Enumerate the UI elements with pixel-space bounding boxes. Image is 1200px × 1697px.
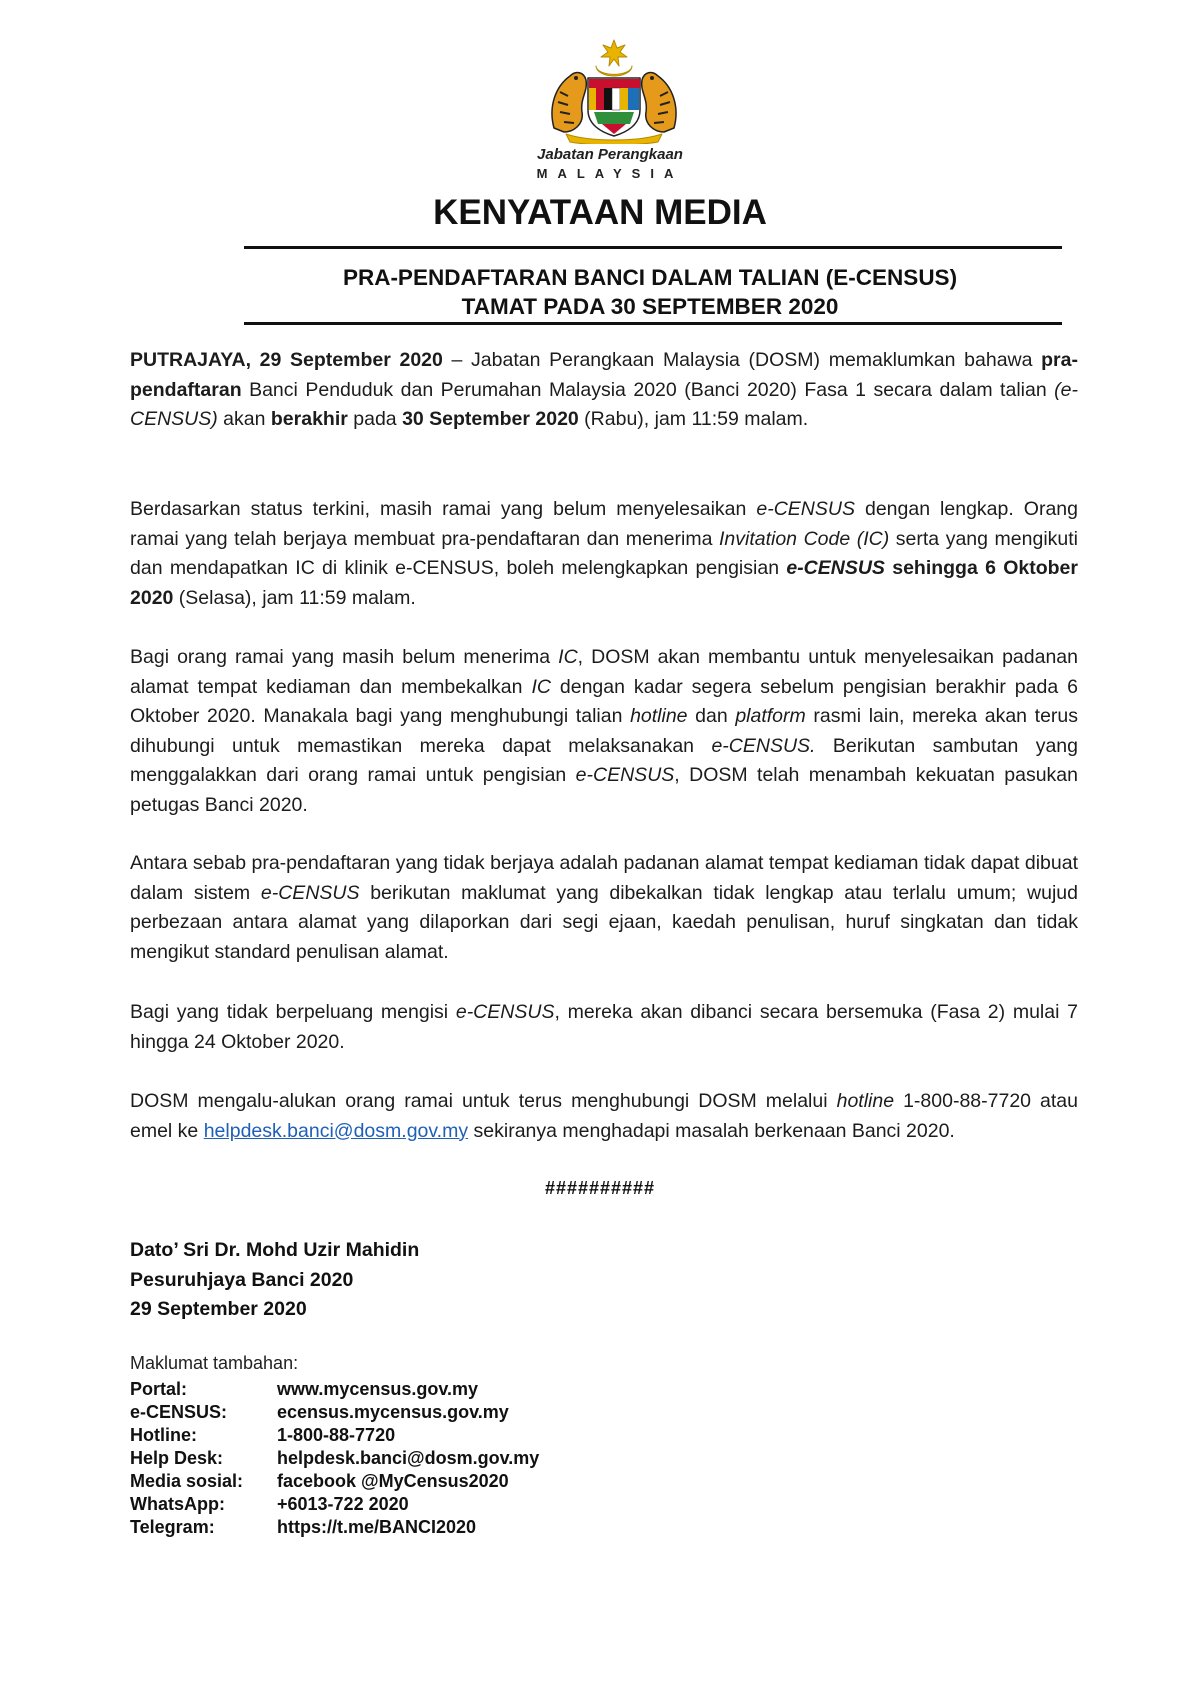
paragraph-status xyxy=(130,495,1078,613)
text-run: Invitation Code (IC) xyxy=(718,527,890,550)
text-run: Antara sebab pra-pendaftaran yang tidak berjaya adalah padanan alamat tempat kediaman tidak dapat dibuat dalam sistem xyxy=(130,852,1078,904)
signature-date: 29 September 2020 xyxy=(130,1298,307,1320)
info-label: Hotline: xyxy=(130,1425,197,1445)
text-run: sehingga 6 Oktober 2020 xyxy=(130,557,1078,609)
info-heading: Maklumat tambahan: xyxy=(130,1353,299,1373)
paragraph-assistance xyxy=(130,643,1078,820)
text-run: akan xyxy=(217,408,271,430)
info-label: Media sosial: xyxy=(130,1471,244,1491)
info-label: e-CENSUS: xyxy=(130,1402,228,1422)
text-run: dengan lengkap. Orang ramai yang telah berjaya membuat pra-pendaftaran dan menerima xyxy=(130,498,1078,550)
info-label: Portal: xyxy=(130,1379,188,1399)
text-run: dan xyxy=(687,705,736,727)
end-separator: ########## xyxy=(544,1178,656,1198)
text-run: Berdasarkan status terkini, masih ramai yang belum menyelesaikan xyxy=(130,498,757,520)
text-run: – Jabatan Perangkaan Malaysia (DOSM) memaklumkan bahawa xyxy=(442,349,1042,371)
text-run: PUTRAJAYA, 29 September 2020 xyxy=(130,349,443,371)
text-run: platform xyxy=(735,705,806,727)
text-run: e-CENSUS. xyxy=(711,734,816,757)
paragraph-contact xyxy=(130,1087,1078,1146)
info-label: WhatsApp: xyxy=(130,1494,225,1514)
text-run: Bagi yang tidak berpeluang mengisi xyxy=(130,1001,456,1023)
bottom-rule xyxy=(244,322,1062,325)
agency-name: Jabatan Perangkaan xyxy=(537,146,683,163)
text-run: e-CENSUS xyxy=(786,557,885,579)
text-run: berakhir xyxy=(270,408,348,430)
info-row-social-media xyxy=(130,1470,539,1493)
text-run: 30 September 2020 xyxy=(402,408,579,430)
info-value: ecensus.mycensus.gov.my xyxy=(277,1402,509,1422)
text-run: pra-pendaftaran xyxy=(130,349,1078,401)
text-run: e-CENSUS xyxy=(260,881,360,904)
signature-block xyxy=(130,1236,419,1325)
text-run: Berikutan sambutan yang menggalakkan dari orang ramai untuk pengisian xyxy=(130,734,1079,786)
text-run: Bagi orang ramai yang masih belum menerima xyxy=(130,646,559,668)
text-run: pada xyxy=(347,408,403,430)
info-row-whatsapp xyxy=(130,1493,539,1516)
document-title: KENYATAAN MEDIA xyxy=(433,193,767,232)
info-label: Help Desk: xyxy=(130,1448,224,1468)
text-run: IC xyxy=(531,675,551,698)
paragraph-reasons xyxy=(130,849,1078,967)
text-run: 1-800-88-7720 atau emel ke xyxy=(130,1090,1078,1142)
info-value: https://t.me/BANCI2020 xyxy=(277,1517,477,1537)
info-table xyxy=(130,1378,539,1539)
text-run: dengan kadar segera sebelum pengisian berakhir pada 6 Oktober 2020. Manakala bagi yang menghubungi talian xyxy=(130,675,1078,727)
text-run: Banci Penduduk dan Perumahan Malaysia 2020 (Banci 2020) Fasa 1 secara dalam talian xyxy=(241,378,1055,401)
info-value: +6013-722 2020 xyxy=(277,1494,409,1514)
info-row-ecensus xyxy=(130,1401,539,1424)
text-run: DOSM mengalu-alukan orang ramai untuk terus menghubungi DOSM melalui xyxy=(130,1090,837,1112)
text-run: , DOSM telah menambah kekuatan pasukan petugas Banci 2020. xyxy=(130,764,1078,816)
subtitle-line-1: PRA-PENDAFTARAN BANCI DALAM TALIAN (E-CENSUS) xyxy=(342,265,958,290)
info-row-portal xyxy=(130,1378,539,1401)
paragraph-intro xyxy=(130,346,1078,435)
email-link[interactable]: helpdesk.banci@dosm.gov.my xyxy=(203,1119,469,1142)
text-run: serta yang mengikuti dan mendapatkan IC di klinik e-CENSUS, boleh melengkapkan pengisian xyxy=(130,527,1078,579)
text-run: e-CENSUS xyxy=(756,498,855,520)
info-value: www.mycensus.gov.my xyxy=(277,1379,479,1399)
text-run: hotline xyxy=(836,1090,895,1112)
info-value: helpdesk.banci@dosm.gov.my xyxy=(277,1448,540,1468)
text-run: e-CENSUS xyxy=(455,1001,555,1023)
text-run: IC xyxy=(558,646,578,668)
agency-country: MALAYSIA xyxy=(536,166,684,181)
info-value: facebook @MyCensus2020 xyxy=(277,1471,509,1491)
top-rule xyxy=(244,246,1062,249)
text-run: berikutan maklumat yang dibekalkan tidak lengkap atau terlalu umum; wujud perbezaan antara alamat yang dilaporkan dari segi ejaan, kaedah penulisan, huruf singkatan dan tidak mengikut standard penulisan alamat. xyxy=(130,881,1078,963)
text-run: (e-CENSUS) xyxy=(130,378,1078,430)
text-run: sekiranya menghadapi masalah berkenaan Banci 2020. xyxy=(468,1119,955,1142)
info-value: 1-800-88-7720 xyxy=(277,1425,396,1445)
subtitle-line-2: TAMAT PADA 30 SEPTEMBER 2020 xyxy=(461,294,839,319)
paragraph-phase-2 xyxy=(130,998,1078,1057)
text-run: rasmi lain, mereka akan terus dihubungi untuk memastikan mereka dapat melaksanakan xyxy=(130,705,1079,757)
info-row-helpdesk xyxy=(130,1447,539,1470)
text-run: hotline xyxy=(630,705,688,727)
text-run: e-CENSUS xyxy=(575,764,675,786)
info-label: Telegram: xyxy=(130,1517,215,1537)
signatory-position: Pesuruhjaya Banci 2020 xyxy=(130,1268,354,1291)
signatory-name: Dato’ Sri Dr. Mohd Uzir Mahidin xyxy=(130,1239,420,1261)
info-row-telegram xyxy=(130,1516,539,1539)
text-run: , mereka akan dibanci secara bersemuka (Fasa 2) mulai 7 hingga 24 Oktober 2020. xyxy=(130,1001,1078,1053)
text-run: (Rabu), jam 11:59 malam. xyxy=(578,408,809,430)
text-run: (Selasa), jam 11:59 malam. xyxy=(173,586,416,609)
info-row-hotline xyxy=(130,1424,539,1447)
coat-of-arms-icon xyxy=(540,36,688,144)
text-run: , DOSM akan membantu untuk menyelesaikan padanan alamat tempat kediaman dan membekalkan xyxy=(130,646,1079,698)
